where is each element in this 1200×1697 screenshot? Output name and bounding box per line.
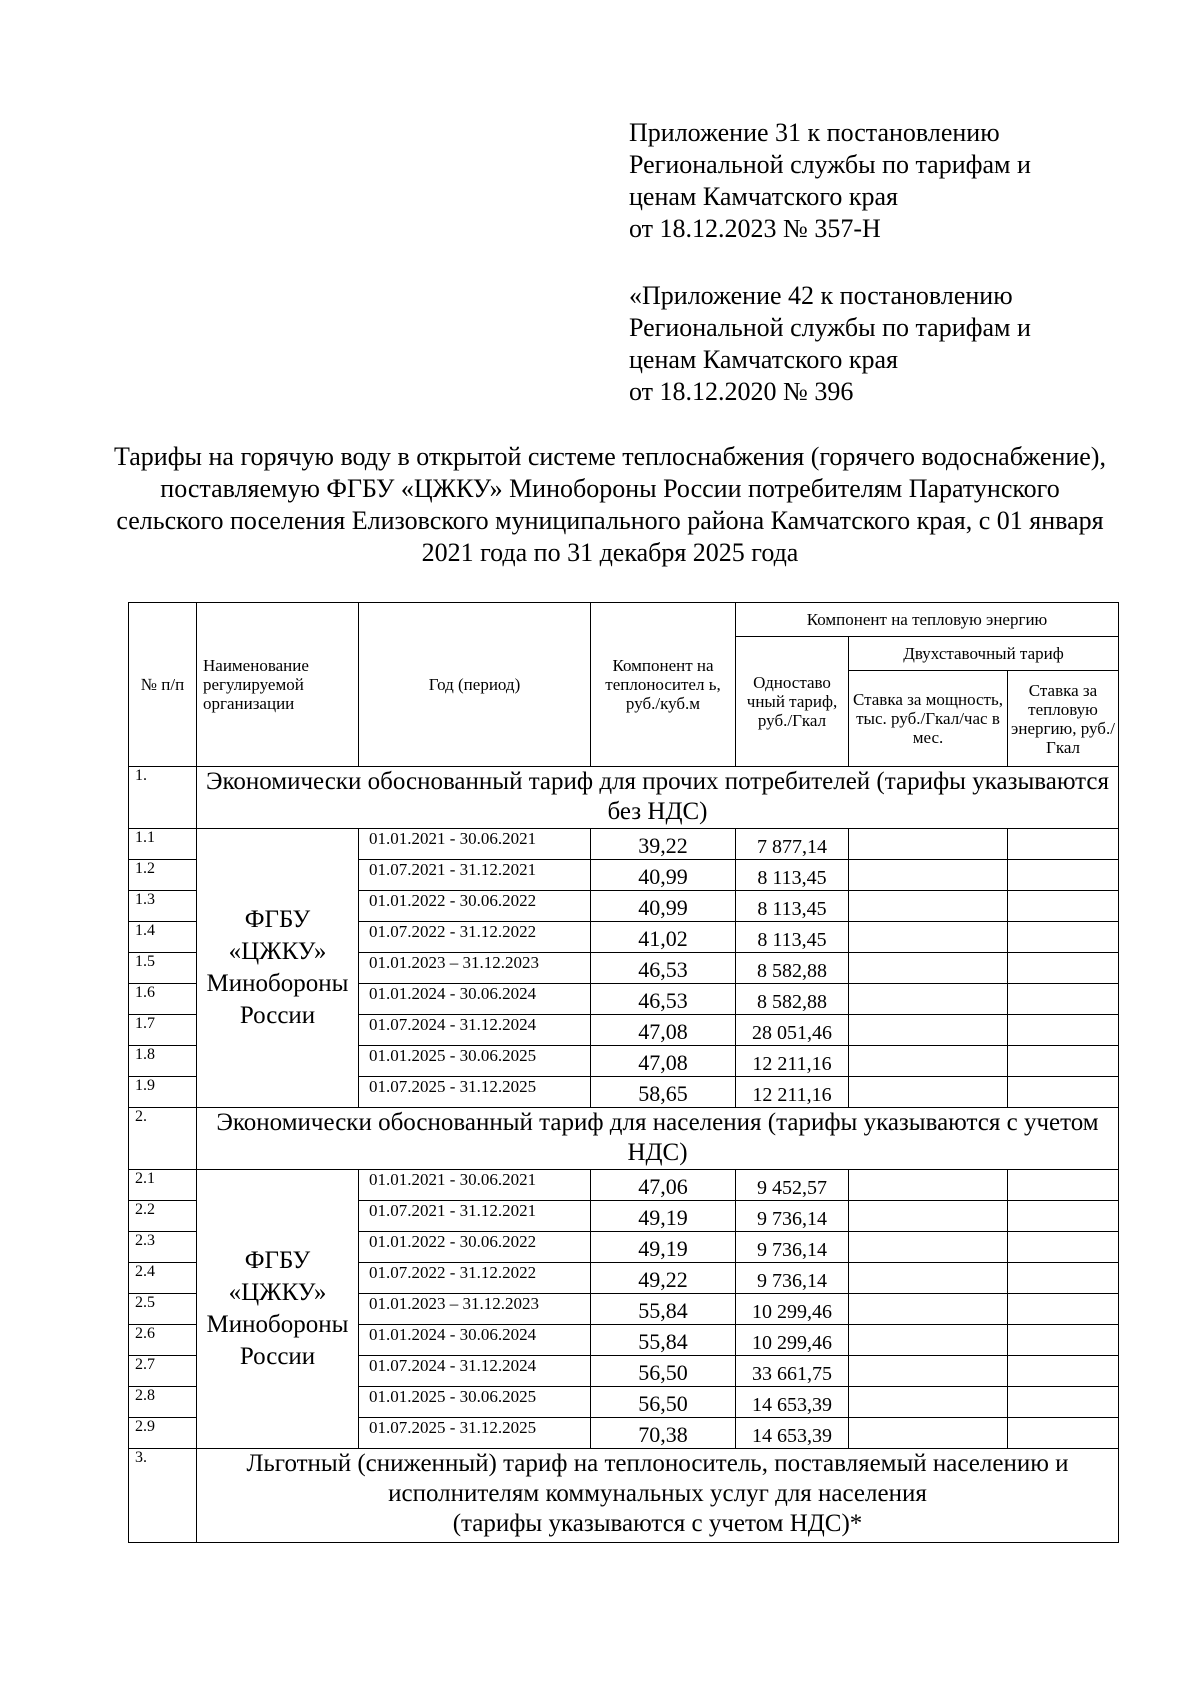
period-cell: 01.01.2022 - 30.06.2022 <box>359 1232 591 1263</box>
coolant-value: 46,53 <box>591 984 736 1015</box>
capacity-rate-value <box>849 1015 1008 1046</box>
appendix-line: ценам Камчатского края <box>629 182 898 211</box>
energy-rate-value <box>1008 1356 1119 1387</box>
appendix-reference-current <box>629 117 1169 245</box>
header-org: Наименование регулируемой организации <box>197 603 359 767</box>
header-single-rate: Одноставо чный тариф, руб./Гкал <box>736 637 849 767</box>
capacity-rate-value <box>849 860 1008 891</box>
single-rate-value: 10 299,46 <box>736 1325 849 1356</box>
section-number: 2. <box>129 1108 197 1170</box>
coolant-value: 70,38 <box>591 1418 736 1449</box>
coolant-value: 47,06 <box>591 1170 736 1201</box>
appendix-line: от 18.12.2020 № 396 <box>629 377 854 406</box>
row-number: 2.7 <box>129 1356 197 1387</box>
single-rate-value: 14 653,39 <box>736 1387 849 1418</box>
period-cell: 01.07.2025 - 31.12.2025 <box>359 1077 591 1108</box>
energy-rate-value <box>1008 1232 1119 1263</box>
energy-rate-value <box>1008 953 1119 984</box>
capacity-rate-value <box>849 1325 1008 1356</box>
period-cell: 01.01.2023 – 31.12.2023 <box>359 1294 591 1325</box>
row-number: 2.5 <box>129 1294 197 1325</box>
header-num: № п/п <box>129 603 197 767</box>
energy-rate-value <box>1008 1418 1119 1449</box>
appendix-line: Приложение 31 к постановлению <box>629 118 1000 147</box>
row-number: 2.6 <box>129 1325 197 1356</box>
table-body <box>129 767 1119 1543</box>
single-rate-value: 8 582,88 <box>736 984 849 1015</box>
coolant-value: 49,22 <box>591 1263 736 1294</box>
energy-rate-value <box>1008 1387 1119 1418</box>
coolant-value: 49,19 <box>591 1201 736 1232</box>
capacity-rate-value <box>849 829 1008 860</box>
document-title: Тарифы на горячую воду в открытой системе теплоснабжения (горячего водоснабжение), поставляемую ФГБУ «ЦЖКУ» Минобороны России потребителям Паратунского сельского поселения Елизовского муниципального района Камчатского края, с 01 января 2021 года по 31 декабря 2025 года <box>114 442 1106 567</box>
capacity-rate-value <box>849 1201 1008 1232</box>
period-cell: 01.01.2022 - 30.06.2022 <box>359 891 591 922</box>
period-cell: 01.01.2021 - 30.06.2021 <box>359 1170 591 1201</box>
energy-rate-value <box>1008 922 1119 953</box>
row-number: 1.6 <box>129 984 197 1015</box>
row-number: 2.1 <box>129 1170 197 1201</box>
energy-rate-value <box>1008 1077 1119 1108</box>
single-rate-value: 9 736,14 <box>736 1201 849 1232</box>
period-cell: 01.01.2023 – 31.12.2023 <box>359 953 591 984</box>
energy-rate-value <box>1008 984 1119 1015</box>
header-period: Год (период) <box>359 603 591 767</box>
row-number: 1.1 <box>129 829 197 860</box>
capacity-rate-value <box>849 1387 1008 1418</box>
period-cell: 01.01.2021 - 30.06.2021 <box>359 829 591 860</box>
period-cell: 01.07.2024 - 31.12.2024 <box>359 1015 591 1046</box>
row-number: 2.2 <box>129 1201 197 1232</box>
single-rate-value: 7 877,14 <box>736 829 849 860</box>
capacity-rate-value <box>849 1077 1008 1108</box>
organization-name: ФГБУ «ЦЖКУ» Минобороны России <box>197 829 359 1108</box>
section-header-row <box>129 1108 1119 1170</box>
section-header-row <box>129 1449 1119 1543</box>
single-rate-value: 9 736,14 <box>736 1263 849 1294</box>
energy-rate-value <box>1008 891 1119 922</box>
capacity-rate-value <box>849 891 1008 922</box>
header-two-rate: Двухставочный тариф <box>849 637 1119 671</box>
single-rate-value: 28 051,46 <box>736 1015 849 1046</box>
energy-rate-value <box>1008 1294 1119 1325</box>
tariff-table <box>128 602 1119 1543</box>
energy-rate-value <box>1008 1263 1119 1294</box>
header-heat-component: Компонент на тепловую энергию <box>736 603 1119 637</box>
row-number: 1.8 <box>129 1046 197 1077</box>
section-number: 1. <box>129 767 197 829</box>
period-cell: 01.07.2021 - 31.12.2021 <box>359 860 591 891</box>
period-cell: 01.01.2025 - 30.06.2025 <box>359 1046 591 1077</box>
single-rate-value: 8 113,45 <box>736 891 849 922</box>
coolant-value: 47,08 <box>591 1046 736 1077</box>
single-rate-value: 8 582,88 <box>736 953 849 984</box>
coolant-value: 41,02 <box>591 922 736 953</box>
capacity-rate-value <box>849 1356 1008 1387</box>
section-title: Экономически обоснованный тариф для прочих потребителей (тарифы указываются без НДС) <box>197 767 1119 829</box>
coolant-value: 39,22 <box>591 829 736 860</box>
period-cell: 01.07.2025 - 31.12.2025 <box>359 1418 591 1449</box>
capacity-rate-value <box>849 1170 1008 1201</box>
appendix-line: ценам Камчатского края <box>629 345 898 374</box>
row-number: 1.7 <box>129 1015 197 1046</box>
coolant-value: 55,84 <box>591 1325 736 1356</box>
energy-rate-value <box>1008 1201 1119 1232</box>
capacity-rate-value <box>849 1294 1008 1325</box>
coolant-value: 56,50 <box>591 1387 736 1418</box>
section-title-line: Льготный (сниженный) тариф на теплоноситель, поставляемый населению и <box>246 1450 1069 1477</box>
single-rate-value: 33 661,75 <box>736 1356 849 1387</box>
header-coolant: Компонент на теплоносител ь, руб./куб.м <box>591 603 736 767</box>
period-cell: 01.07.2021 - 31.12.2021 <box>359 1201 591 1232</box>
coolant-value: 58,65 <box>591 1077 736 1108</box>
appendix-line: «Приложение 42 к постановлению <box>629 281 1013 310</box>
coolant-value: 40,99 <box>591 860 736 891</box>
single-rate-value: 14 653,39 <box>736 1418 849 1449</box>
capacity-rate-value <box>849 922 1008 953</box>
table-row <box>129 829 1119 860</box>
single-rate-value: 9 736,14 <box>736 1232 849 1263</box>
coolant-value: 56,50 <box>591 1356 736 1387</box>
capacity-rate-value <box>849 1046 1008 1077</box>
coolant-value: 55,84 <box>591 1294 736 1325</box>
coolant-value: 49,19 <box>591 1232 736 1263</box>
row-number: 1.3 <box>129 891 197 922</box>
single-rate-value: 8 113,45 <box>736 922 849 953</box>
header-capacity-rate: Ставка за мощность, тыс. руб./Гкал/час в мес. <box>849 671 1008 767</box>
appendix-line: Региональной службы по тарифам и <box>629 150 1031 179</box>
period-cell: 01.01.2024 - 30.06.2024 <box>359 984 591 1015</box>
row-number: 1.5 <box>129 953 197 984</box>
section-title: Экономически обоснованный тариф для населения (тарифы указываются с учетом НДС) <box>197 1108 1119 1170</box>
appendix-line: Региональной службы по тарифам и <box>629 313 1031 342</box>
row-number: 2.9 <box>129 1418 197 1449</box>
section-title-line: исполнителям коммунальных услуг для населения <box>388 1480 927 1507</box>
period-cell: 01.01.2025 - 30.06.2025 <box>359 1387 591 1418</box>
row-number: 1.4 <box>129 922 197 953</box>
appendix-line: от 18.12.2023 № 357-Н <box>629 214 881 243</box>
table-row <box>129 1170 1119 1201</box>
coolant-value: 40,99 <box>591 891 736 922</box>
coolant-value: 46,53 <box>591 953 736 984</box>
period-cell: 01.07.2022 - 31.12.2022 <box>359 1263 591 1294</box>
single-rate-value: 8 113,45 <box>736 860 849 891</box>
row-number: 2.8 <box>129 1387 197 1418</box>
row-number: 1.9 <box>129 1077 197 1108</box>
energy-rate-value <box>1008 860 1119 891</box>
organization-name: ФГБУ «ЦЖКУ» Минобороны России <box>197 1170 359 1449</box>
capacity-rate-value <box>849 1418 1008 1449</box>
row-number: 2.3 <box>129 1232 197 1263</box>
period-cell: 01.07.2022 - 31.12.2022 <box>359 922 591 953</box>
period-cell: 01.01.2024 - 30.06.2024 <box>359 1325 591 1356</box>
section-number: 3. <box>129 1449 197 1543</box>
single-rate-value: 12 211,16 <box>736 1077 849 1108</box>
capacity-rate-value <box>849 984 1008 1015</box>
coolant-value: 47,08 <box>591 1015 736 1046</box>
energy-rate-value <box>1008 1170 1119 1201</box>
capacity-rate-value <box>849 1263 1008 1294</box>
single-rate-value: 9 452,57 <box>736 1170 849 1201</box>
row-number: 1.2 <box>129 860 197 891</box>
section-header-row <box>129 767 1119 829</box>
appendix-reference-original <box>629 280 1169 408</box>
header-energy-rate: Ставка за тепловую энергию, руб./Гкал <box>1008 671 1119 767</box>
energy-rate-value <box>1008 1015 1119 1046</box>
single-rate-value: 12 211,16 <box>736 1046 849 1077</box>
single-rate-value: 10 299,46 <box>736 1294 849 1325</box>
period-cell: 01.07.2024 - 31.12.2024 <box>359 1356 591 1387</box>
energy-rate-value <box>1008 829 1119 860</box>
energy-rate-value <box>1008 1046 1119 1077</box>
row-number: 2.4 <box>129 1263 197 1294</box>
energy-rate-value <box>1008 1325 1119 1356</box>
capacity-rate-value <box>849 1232 1008 1263</box>
section-title-line: (тарифы указываются с учетом НДС)* <box>452 1510 863 1537</box>
capacity-rate-value <box>849 953 1008 984</box>
section-title <box>197 1449 1119 1543</box>
